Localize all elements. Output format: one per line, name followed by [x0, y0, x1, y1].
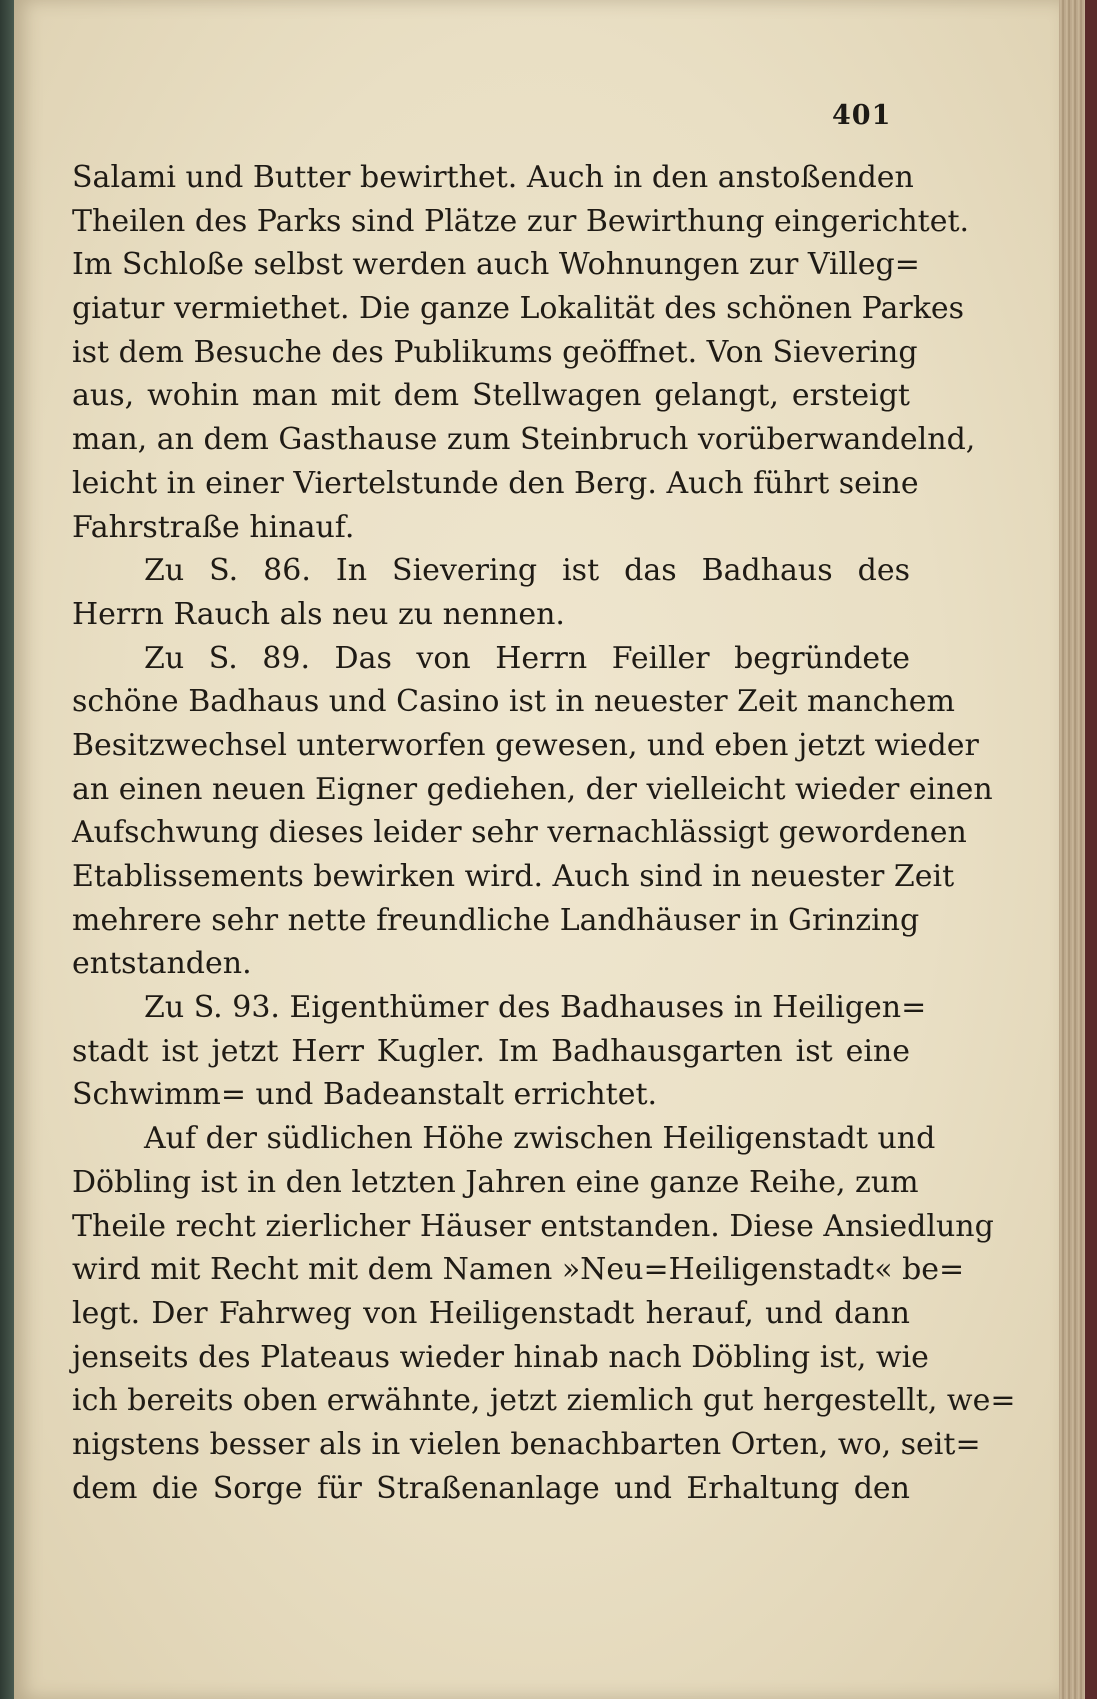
- text-line: wird mit Recht mit dem Namen »Neu=Heiligenstadt« be=: [72, 1252, 965, 1288]
- text-line: Theile recht zierlicher Häuser entstanden. Diese Ansiedlung: [72, 1208, 994, 1244]
- text-line: schöne Badhaus und Casino ist in neuester Zeit manchem: [72, 684, 955, 720]
- text-line: Salami und Butter bewirthet. Auch in den anstoßenden: [72, 160, 914, 195]
- text-line: dem die Sorge für Straßenanlage und Erhaltung den: [72, 1470, 910, 1506]
- text-line: Fahrstraße hinauf.: [72, 509, 355, 545]
- text-line: stadt ist jetzt Herr Kugler. Im Badhausgarten ist eine: [72, 1033, 910, 1069]
- text-line: Zu S. 86. In Sievering ist das Badhaus des: [144, 553, 910, 589]
- text-line: Auf der südlichen Höhe zwischen Heiligenstadt und: [144, 1121, 936, 1157]
- text-line: ich bereits oben erwähnte, jetzt ziemlich gut hergestellt, we=: [72, 1383, 1016, 1419]
- body-text: [72, 156, 1016, 1510]
- text-line: Etablissements bewirken wird. Auch sind in neuester Zeit: [72, 859, 955, 894]
- text-line: nigstens besser als in vielen benachbarten Orten, wo, seit=: [72, 1426, 981, 1462]
- text-line: Schwimm= und Badeanstalt errichtet.: [72, 1077, 658, 1113]
- text-line: ist dem Besuche des Publikums geöffnet. Von Sievering: [72, 334, 918, 370]
- text-line: Aufschwung dieses leider sehr vernachlässigt gewordenen: [72, 815, 967, 851]
- text-line: aus, wohin man mit dem Stellwagen gelangt, ersteigt: [72, 378, 910, 414]
- text-line: leicht in einer Viertelstunde den Berg. Auch führt seine: [72, 465, 919, 501]
- text-line: entstanden.: [72, 946, 252, 982]
- book-cover-right: [1085, 0, 1097, 1699]
- text-line: an einen neuen Eigner gediehen, der vielleicht wieder einen: [72, 771, 993, 807]
- text-line: Zu S. 89. Das von Herrn Feiller begründete: [144, 640, 910, 676]
- book-cover-left: [0, 0, 14, 1699]
- text-line: mehrere sehr nette freundliche Landhäuser in Grinzing: [72, 902, 920, 938]
- text-line: Herrn Rauch als neu zu nennen.: [72, 596, 565, 632]
- text-line: Zu S. 93. Eigenthümer des Badhauses in Heiligen=: [144, 990, 927, 1026]
- text-line: man, an dem Gasthause zum Steinbruch vorüberwandelnd,: [72, 422, 976, 458]
- page-number: 401: [832, 100, 892, 131]
- text-line: giatur vermiethet. Die ganze Lokalität des schönen Parkes: [72, 291, 965, 327]
- text-line: jenseits des Plateaus wieder hinab nach Döbling ist, wie: [72, 1339, 929, 1375]
- text-line: Döbling ist in den letzten Jahren eine ganze Reihe, zum: [72, 1164, 919, 1200]
- text-line: Besitzwechsel unterworfen gewesen, und eben jetzt wieder: [72, 727, 979, 763]
- page-edges: [1059, 0, 1085, 1699]
- text-line: legt. Der Fahrweg von Heiligenstadt herauf, und dann: [72, 1295, 910, 1331]
- text-line: Theilen des Parks sind Plätze zur Bewirthung eingerichtet.: [72, 203, 970, 239]
- text-line: Im Schloße selbst werden auch Wohnungen zur Villeg=: [72, 247, 920, 283]
